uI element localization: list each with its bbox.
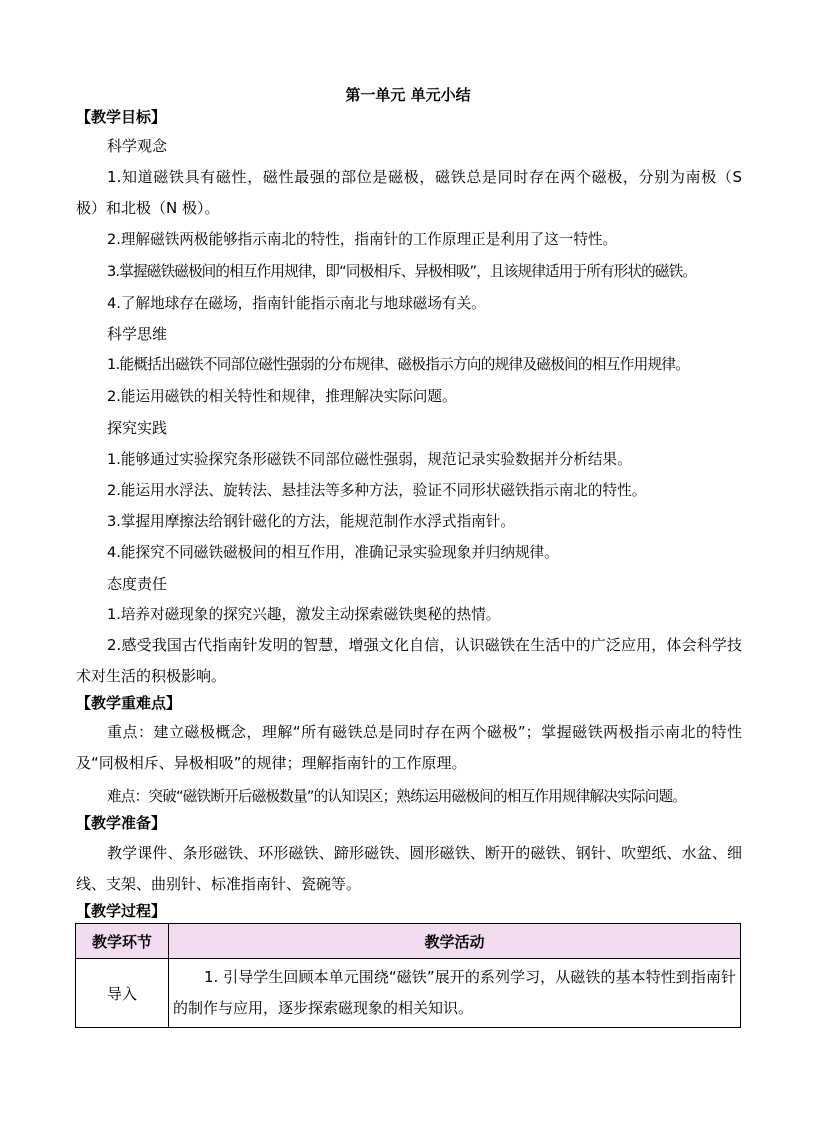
table-cell-activity: 1. 引导学生回顾本单元围绕“磁铁”展开的系列学习，从磁铁的基本特性到指南针的制作与应用，逐步探索磁现象的相关知识。 [169, 959, 741, 1028]
subheading-attitude: 态度责任 [107, 575, 168, 593]
practice-item-2: 2.能运用水浮法、旋转法、悬挂法等多种方法，验证不同形状磁铁指示南北的特性。 [107, 482, 647, 499]
key-points-difficulty: 难点：突破“磁铁断开后磁极数量”的认知误区；熟练运用磁极间的相互作用规律解决实际问题。 [107, 788, 687, 805]
section-heading-preparation: 【教学准备】 [76, 814, 167, 832]
practice-item-1: 1.能够通过实验探究条形磁铁不同部位磁性强弱，规范记录实验数据并分析结果。 [107, 451, 632, 468]
practice-item-3: 3.掌握用摩擦法给钢针磁化的方法，能规范制作水浮式指南针。 [107, 513, 515, 530]
preparation-text: 教学课件、条形磁铁、环形磁铁、蹄形磁铁、圆形磁铁、断开的磁铁、钢针、吹塑纸、水盆、细线、支架、曲别针、标准指南针、瓷碗等。 [76, 844, 742, 893]
table-row [76, 959, 741, 1028]
document-title: 第一单元 单元小结 [345, 86, 471, 104]
section-heading-key-points: 【教学重难点】 [76, 694, 182, 712]
concept-item-2: 2.理解磁铁两极能够指示南北的特性，指南针的工作原理正是利用了这一特性。 [107, 231, 618, 248]
subheading-thinking: 科学思维 [107, 325, 168, 343]
attitude-item-2: 2.感受我国古代指南针发明的智慧，增强文化自信，认识磁铁在生活中的广泛应用，体会科学技术对生活的积极影响。 [76, 636, 742, 685]
practice-item-4: 4.能探究不同磁铁磁极间的相互作用，准确记录实验现象并归纳规律。 [107, 544, 559, 561]
subheading-concepts: 科学观念 [107, 137, 168, 155]
concept-item-4: 4.了解地球存在磁场，指南针能指示南北与地球磁场有关。 [107, 295, 486, 312]
key-points-focus: 重点：建立磁极概念，理解“所有磁铁总是同时存在两个磁极”；掌握磁铁两极指示南北的特性及“同极相斥、异极相吸”的规律；理解指南针的工作原理。 [76, 723, 742, 772]
column-header-stage: 教学环节 [76, 924, 169, 959]
table-header-row [76, 924, 741, 959]
thinking-item-2: 2.能运用磁铁的相关特性和规律，推理解决实际问题。 [107, 388, 457, 405]
section-heading-objectives: 【教学目标】 [76, 108, 167, 126]
process-table [75, 923, 741, 1028]
subheading-practice: 探究实践 [107, 419, 168, 437]
thinking-item-1: 1.能概括出磁铁不同部位磁性强弱的分布规律、磁极指示方向的规律及磁极间的相互作用规律。 [107, 356, 690, 373]
table-cell-stage: 导入 [76, 959, 169, 1028]
concept-item-3: 3.掌握磁铁磁极间的相互作用规律，即“同极相斥、异极相吸”，且该规律适用于所有形状的磁铁。 [107, 263, 697, 280]
attitude-item-1: 1.培养对磁现象的探究兴趣，激发主动探索磁铁奥秘的热情。 [107, 606, 501, 623]
section-heading-process: 【教学过程】 [76, 902, 167, 920]
concept-item-1: 1.知道磁铁具有磁性，磁性最强的部位是磁极，磁铁总是同时存在两个磁极，分别为南极（S 极）和北极（N 极）。 [76, 168, 742, 217]
column-header-activity: 教学活动 [169, 924, 741, 959]
